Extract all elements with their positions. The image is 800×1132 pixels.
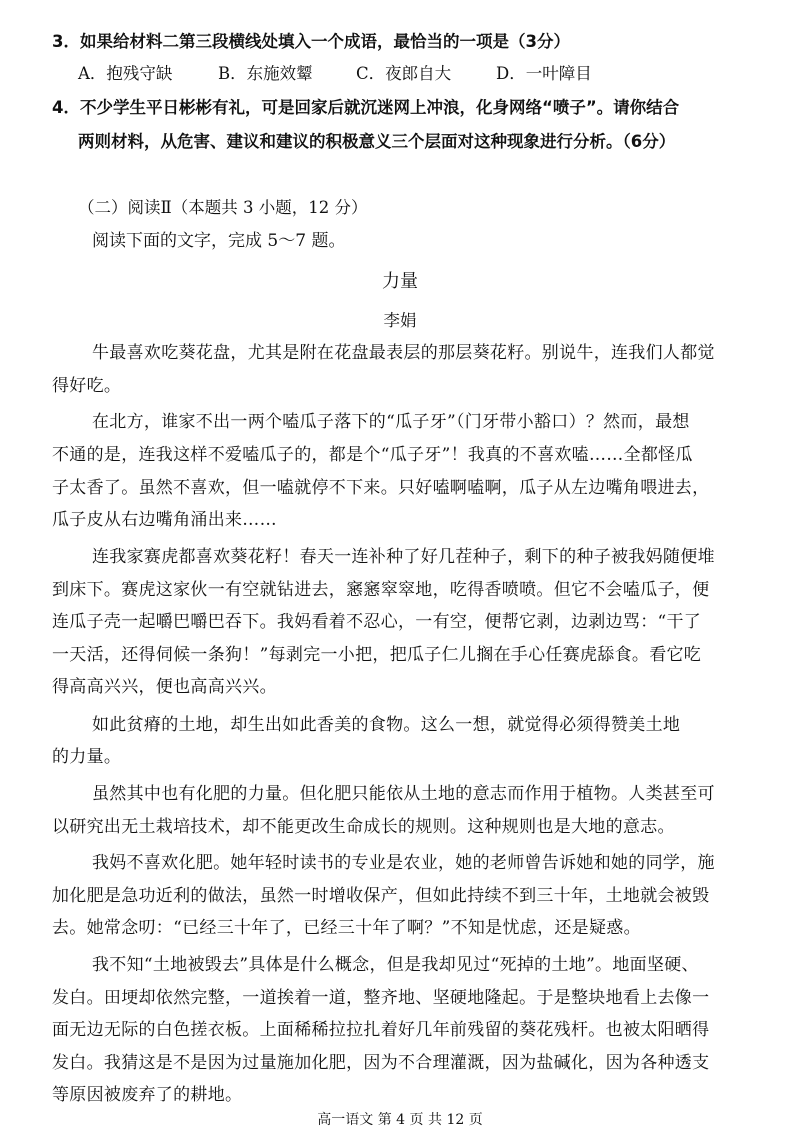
paragraph-line: 一天活，还得伺候一条狗！”每剥完一小把，把瓜子仁儿搁在手心任赛虎舔食。看它吃 [52, 645, 702, 665]
paragraph-line: 得高高兴兴，便也高高兴兴。 [52, 677, 277, 697]
section-heading: （二）阅读Ⅱ（本题共 3 小题，12 分） [78, 198, 368, 217]
paragraph-line: 瓜子皮从右边嘴角涌出来…… [52, 510, 277, 530]
paragraph-line: 在北方，谁家不出一两个嗑瓜子落下的“瓜子牙”（门牙带小豁口）？然而，最想 [92, 412, 690, 432]
question-4-line-1: 4．不少学生平日彬彬有礼，可是回家后就沉迷网上冲浪，化身网络“喷子”。请你结合 [52, 98, 680, 117]
paragraph-line: 如此贫瘠的土地，却生出如此香美的食物。这么一想，就觉得必须得赞美土地 [92, 715, 681, 735]
option-c: C．夜郎自大 [356, 64, 452, 83]
paragraph-line: 子太香了。虽然不喜欢，但一嗑就停不下来。只好嗑啊嗑啊，瓜子从左边嘴角喂进去， [52, 478, 710, 498]
option-b: B．东施效颦 [218, 64, 313, 83]
paragraph-line: 的力量。 [52, 747, 122, 767]
paragraph-line: 虽然其中也有化肥的力量。但化肥只能依从土地的意志而作用于植物。人类甚至可 [92, 784, 715, 804]
option-d: D．一叶障目 [496, 64, 592, 83]
paragraph-line: 牛最喜欢吃葵花盘，尤其是附在花盘最表层的那层葵花籽。别说牛，连我们人都觉 [92, 343, 715, 363]
paragraph-line: 到床下。赛虎这家伙一有空就钻进去，窸窸窣窣地，吃得香喷喷。但它不会嗑瓜子，便 [52, 580, 710, 600]
question-3: 3．如果给材料二第三段横线处填入一个成语，最恰当的一项是（3分） [52, 32, 570, 51]
paragraph-line: 发白。田埂却依然完整，一道挨着一道，整齐地、坚硬地隆起。于是整块地看上去像一 [52, 988, 710, 1008]
paragraph-line: 不通的是，连我这样不爱嗑瓜子的，都是个“瓜子牙”！我真的不喜欢嗑……全都怪瓜 [52, 445, 693, 465]
paragraph-line: 得好吃。 [52, 376, 122, 396]
page-footer: 高一语文 第 4 页 共 12 页 [317, 1112, 483, 1128]
paragraph-line: 连我家赛虎都喜欢葵花籽！春天一连补种了好几茬种子，剩下的种子被我妈随便堆 [92, 547, 715, 567]
article-author: 李娟 [383, 311, 417, 330]
question-4-line-2: 两则材料，从危害、建议和建议的积极意义三个层面对这种现象进行分析。（6分） [78, 132, 676, 151]
section-instruction: 阅读下面的文字，完成 5～7 题。 [92, 231, 346, 251]
paragraph-line: 以研究出无土栽培技术，却不能更改生命成长的规则。这种规则也是大地的意志。 [52, 817, 675, 837]
option-a: A．抱残守缺 [78, 64, 173, 83]
question-3-options [78, 62, 592, 86]
paragraph-line: 面无边无际的白色搓衣板。上面稀稀拉拉扎着好几年前残留的葵花残杆。也被太阳晒得 [52, 1020, 710, 1040]
article-title: 力量 [382, 271, 418, 292]
paragraph-line: 等原因被废弃了的耕地。 [52, 1085, 243, 1105]
paragraph-line: 我妈不喜欢化肥。她年轻时读书的专业是农业，她的老师曾告诉她和她的同学，施 [92, 853, 715, 873]
paragraph-line: 我不知“土地被毁去”具体是什么概念，但是我却见过“死掉的土地”。地面坚硬、 [92, 955, 699, 975]
paragraph-line: 发白。我猜这是不是因为过量施加化肥，因为不合理灌溉，因为盐碱化，因为各种透支 [52, 1053, 710, 1073]
paragraph-line: 去。她常念叨：“已经三十年了，已经三十年了啊？”不知是忧虑，还是疑惑。 [52, 918, 641, 938]
paragraph-line: 连瓜子壳一起嚼巴嚼巴吞下。我妈看着不忍心，一有空，便帮它剥，边剥边骂：“干了 [52, 612, 702, 632]
paragraph-line: 加化肥是急功近利的做法，虽然一时增收保产，但如此持续不到三十年，土地就会被毁 [52, 886, 710, 906]
